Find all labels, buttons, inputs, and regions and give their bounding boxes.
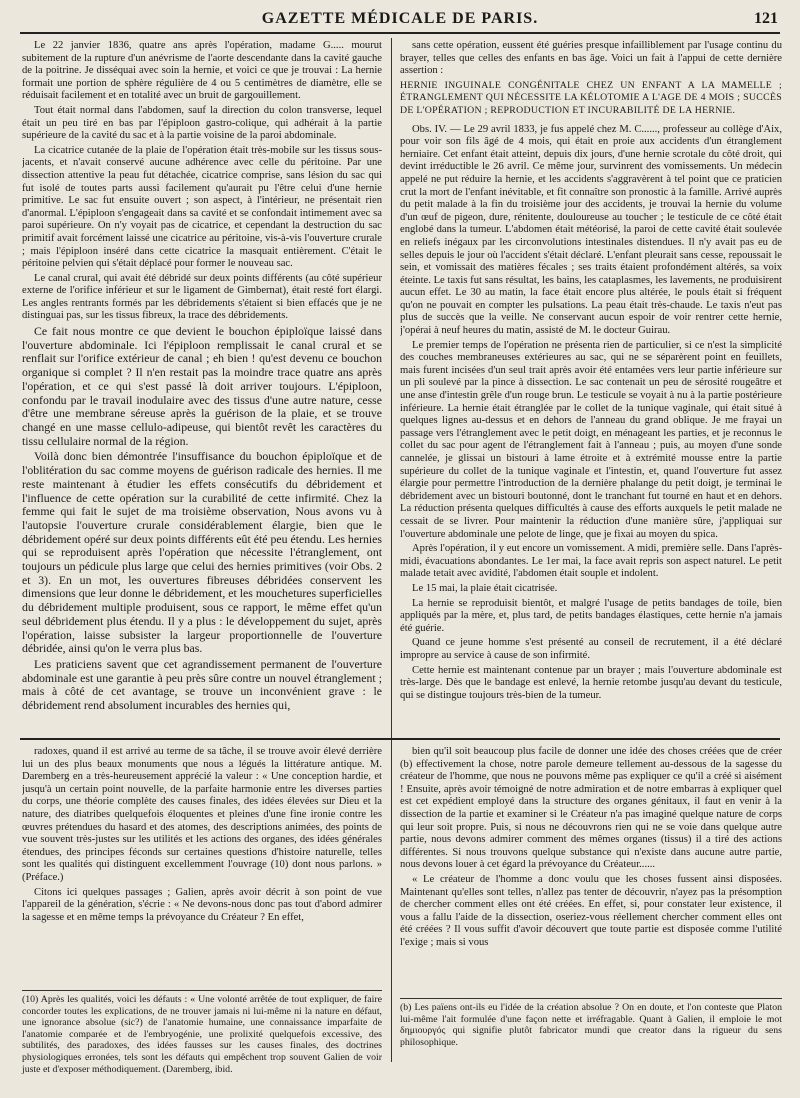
- paragraph: Obs. IV. — Le 29 avril 1833, je fus appelé chez M. C......, professeur au collège d'Aix, pour voir son fils âgé de 4 mois, qui était en proie aux accidents d'un étranglement herniaire. Cet enfant était atteint, depuis dix jours, d'une hernie scrotale du côté droit, qui devint irréductible le 26 avril. Ce même jour, survinrent des vomissements. Un médecin appelé ne put réduire la hernie, et les accidents s'aggravèrent à tel point que ce praticien crut la mort de l'enfant inévitable, et fit connaître son pronostic à la famille. Arrivé auprès du petit malade à la fin du troisième jour des accidents, je trouvai la hernie du volume d'un œuf de pigeon, dure, rénitente, douloureuse au toucher ; le testicule de ce côté était englobé dans la tumeur. L'abdomen était météorisé, la paroi de cette cavité était soulevée en reliefs inégaux par les circonvolutions intestinales distendues. Il n'y avait pas eu de selles depuis le jour où l'accident s'était déclaré. L'enfant pleurait sans cesse, repoussait le sein, et vomissait des matières fécales ; ses traits étaient profondément altérés, sa voix éteinte. Le taxis fut sans résultat, les bains, les cataplasmes, les lavements, ne produisirent aucun effet. Le 30 au matin, la face était encore plus altérée, le pouls était si fréquent qu'on ne pouvait en compter les pulsations. La peau était très-chaude. Le taxis n'eut pas plus de succès que la veille. Ne conservant aucun espoir de voir rentrer cette hernie, j'opérai à neuf heures du matin, assisté de M. le docteur Guirau.: [400, 123, 782, 337]
- footnote-rule: [400, 998, 782, 999]
- paragraph: Citons ici quelques passages ; Galien, après avoir décrit à son point de vue l'appareil de la génération, s'écrie : « Ne devons-nous donc pas tout d'abord admirer la sagesse et en même temps la prévoyance du Créateur ? En effet,: [22, 886, 382, 923]
- journal-title: GAZETTE MÉDICALE DE PARIS.: [261, 10, 539, 27]
- paragraph: Cette hernie est maintenant contenue par un brayer ; mais l'ouverture abdominale est très-large. Dès que le bandage est enlevé, la hernie retombe jusqu'au devant du testicule, qui se distingue toujours très-bien de la tumeur.: [400, 664, 782, 701]
- section-divider: [20, 738, 780, 740]
- paragraph: Ce fait nous montre ce que devient le bouchon épiploïque laissé dans l'ouverture abdominale. Ici l'épiploon remplissait le canal crural et se renflait sur l'orifice extérieur de canal ; eh bien ! qu'est devenu ce bouchon organique si complet ? Il n'en restait pas la moindre trace quatre ans après l'opération, et ce qui s'est passé là doit arriver toujours. L'épiploon, confondu par le travail inodulaire avec des tissus d'une autre nature, cesse d'être une membrane séreuse après la guérison de la plaie, et se trouve changé en une masse cellulo-adipeuse, qui bientôt revêt les caractères du tissu cellulaire normal de la région.: [22, 324, 382, 448]
- column-divider: [391, 38, 392, 1062]
- page-number: 121: [754, 10, 778, 27]
- paragraph: bien qu'il soit beaucoup plus facile de donner une idée des choses créées que de créer (b) effectivement la chose, notre parole demeure tellement au-dessous de la sagesse du créateur de l'homme, que nous ne pouvons même pas expliquer ce qu'il a créé si aisément ! Ensuite, après avoir témoigné de notre admiration et de notre embarras à expliquer quel est cet expédient employé dans la structure des organes génitaux, il faut en venir à la dissection de la partie et examiner si le Créateur n'a pas imaginé quelque nature de corps qui leur soit propre. Puis, si nous ne découvrons rien qui ne se voie dans quelque autre partie, nous devons admirer comment des mêmes organes (tissus) il a tiré des actions différentes. Si nous trouvons quelque substance qui n'existe dans aucune autre partie, nous devons louer à cet égard la prévoyance du Créateur......: [400, 746, 782, 871]
- masthead: [20, 6, 780, 34]
- footnote-rule: [22, 990, 382, 991]
- paragraph: « Le créateur de l'homme a donc voulu que les choses fussent ainsi disposées. Maintenant qu'elles sont telles, n'allez pas tenter de découvrir, n'ayez pas la présomption de chercher comment elles ont été créées. En effet, si, pour constater leur existence, il vous a fallu l'aide de la dissection, oseriez-vous réellement chercher comment elles ont été créées ? Il vous suffit d'avoir découvert que toute partie est disposée comme l'utilité l'exige ; mais si vous: [400, 873, 782, 948]
- paragraph: Quand ce jeune homme s'est présenté au conseil de recrutement, il a été déclaré impropre au service à cause de son infirmité.: [400, 637, 782, 661]
- upper-right-column: [400, 40, 782, 730]
- paragraph: Après l'opération, il y eut encore un vomissement. A midi, première selle. Dans l'après-midi, évacuations abondantes. Le 1er mai, la face avait repris son aspect naturel. Le petit malade tetait avec avidité, l'abdomen était souple et indolent.: [400, 543, 782, 580]
- paragraph: La cicatrice cutanée de la plaie de l'opération était très-mobile sur les tissus sous-jacents, et n'avait conservé aucune adhérence avec celle du péritoine. Par une dissection attentive la peau fut détachée, cicatrice comprise, sans lésion du sac qui fut isolé de toutes parts aussi facilement qu'aurait pu l'être celui d'une hernie primitive. Le sac fut ensuite ouvert ; son aspect, à l'intérieur, ne présentait rien d'anormal. L'épiploon s'engageait dans sa cavité et se confondait intimement avec sa paroi supérieure. On n'y voyait pas de cicatrice, et cependant la destruction du sac primitif avait forcément laissé une cicatrice au péritoine, vis-à-vis l'ouverture crurale ; mais l'épiploon inséré dans cette cicatrice la masquait entièrement. C'était le péritoine pelvien qui s'était déplacé pour former le nouveau sac.: [22, 144, 382, 270]
- paragraph: Le 15 mai, la plaie était cicatrisée.: [412, 582, 558, 594]
- paragraph: sans cette opération, eussent été guéries presque infailliblement par l'usage continu du brayer, telles que celles des enfants en bas âge. Voici un fait à l'appui de cette dernière assertion :: [400, 40, 782, 77]
- paragraph: Tout était normal dans l'abdomen, sauf la direction du colon transverse, lequel était un peu tiré en bas par l'épiploon gastro-colique, qui adhérait à la partie supérieure de la cavité du sac et à la partie voisine de la paroi abdominale.: [22, 104, 382, 142]
- paragraph: Le canal crural, qui avait été débridé sur deux points différents (au côté supérieur externe de l'orifice inférieur et sur le ligament de Gimbernat), était resté fort élargi. Les angles rentrants formés par les débridements s'étaient si bien effacés que je ne distinguai pas, sur les tissus fibreux, la trace des débridements.: [22, 272, 382, 322]
- footnote-10: (10) Après les qualités, voici les défauts : « Une volonté arrêtée de tout expliquer, de faire concorder toutes les explications, de ne trouver jamais ni lui-même ni la nature en défaut, une ignorance absolue (sic?) de l'anatomie humaine, une connaissance imparfaite de l'anatomie comparée et de l'embryogénie, une prolixité quelquefois excessive, des subtilités, des paradoxes, des idées fausses sur les causes finales, des doctrines physiologiques erronées, tels sont les défauts qui empêchent trop souvent Galien de voir juste et d'exposer méthodiquement. (Daremberg, ibid.: [22, 994, 382, 1075]
- observation-heading: HERNIE INGUINALE CONGÉNITALE CHEZ UN ENFANT A LA MAMELLE ; ÉTRANGLEMENT QUI NÉCESSITE LA KÉLOTOMIE A L'AGE DE 4 MOIS ; SUCCÈS DE L'OPÉRATION ; REPRODUCTION ET INCURABILITÉ DE LA HERNIE.: [400, 79, 782, 116]
- paragraph: radoxes, quand il est arrivé au terme de sa tâche, il se trouve avoir élevé derrière lui un des plus beaux monuments que nous a légués la littérature antique. M. Daremberg en a très-heureusement apprécié la valeur : « Une conception hardie, et jusqu'à un certain point nouvelle, de la parfaite harmonie entre les diverses parties du corps, une théorie complète des causes finales, des idées élevées sur Dieu et la nature, des diatribes quelquefois éloquentes et pleines d'une fine ironie contre les œuvres prétendues du hasard et des atomes, des descriptions animées, des points de vue souvent très-justes sur les utilités et les actions des organes, des idées générales étendues, des principes féconds sur certaines questions d'histoire naturelle, telles sont les qualités qui distinguent excellemment l'ouvrage (10) dont nous parlons. » (Préface.): [22, 746, 382, 883]
- paragraph: La hernie se reproduisit bientôt, et malgré l'usage de petits bandages de toile, bien appliqués par la mère, et, plus tard, de petits bandages élastiques, cette hernie n'a jamais été guérie.: [400, 597, 782, 634]
- lower-left-column: [22, 746, 382, 986]
- paragraph: Les praticiens savent que cet agrandissement permanent de l'ouverture abdominale est une garantie à peu près sûre contre un nouvel étranglement ; mais à côté de cet avantage, se trouve un inconvénient grave : le débridement rend absolument incurables des hernies qui,: [22, 656, 382, 713]
- lower-right-column: [400, 746, 782, 996]
- footnote-b: (b) Les païens ont-ils eu l'idée de la création absolue ? On en doute, et l'on conteste que Platon lui-même l'ait formulée d'une façon nette et irréfragable. Quant à Galien, il emploie le mot δημιουργός qui signifie plutôt fabricator mundi que creator dans la rigueur du sens philosophique.: [400, 1002, 782, 1048]
- paragraph: Voilà donc bien démontrée l'insuffisance du bouchon épiploïque et de l'oblitération du sac comme moyens de guérison radicale des hernies. Il me reste maintenant à étudier les effets consécutifs du débridement et l'influence de cette opération sur la curabilité de cette infirmité. Chez la femme qui fait le sujet de ma troisième observation, Nous avons vu à l'autopsie l'ouverture crurale considérablement élargie, bien que le débridement opéré sur deux points différents eût été peu étendu. Les hernies qui se reproduisent après l'opération que nécessite l'étranglement, ont toujours un pédicule plus large que celui des hernies primitives (voir Obs. 2 et 3). En un mot, les ouvertures fibreuses débridées conservent les dimensions que leur donne le débridement, et les mouchetures superficielles du débridement multiple produisent, sous ce rapport, le même effet qu'un seul débridement plus étendu. Il y a plus : le développement du sujet, après l'opération, laisse subsister la largeur proportionnelle de l'ouverture débridée, ainsi qu'on le verra plus bas.: [22, 449, 382, 656]
- paragraph: Le 22 janvier 1836, quatre ans après l'opération, madame G..... mourut subitement de la rupture d'un anévrisme de l'aorte descendante dans la cavité gauche de la poitrine. Je disséquai avec soin la hernie, et voici ce que je trouvai : La hernie formait une portion de sphère régulière de 4 ou 5 centimètres de diamètre, elle se réduisait facilement et en totalité avec un bruit de gargouillement.: [22, 40, 382, 102]
- paragraph: Le premier temps de l'opération ne présenta rien de particulier, si ce n'est la simplicité des couches membraneuses extérieures au sac, qui ne se séparèrent point en feuillets, mais furent incisées d'un seul trait après avoir été entamées vers leur partie inférieure sur un pli soulevé par la pince à dissection. Le sac contenait un peu de sérosité rougeâtre et une anse d'intestin grêle d'un rouge brun. Le testicule se voyait à nu à la partie postérieure inférieure. La hernie était étranglée par le collet de la tunique vaginale, qui était situé à quelques lignes au-dessus et en dehors de l'anneau du grand oblique. Je me frayai un passage vers l'étranglement avec le petit doigt, en ménageant les parties, et je reconnus le collet du sac pour agent de l'étranglement fait à l'anneau ; puis, au moyen d'une sonde cannelée, je glissai un bistouri à lame étroite et à extrémité mousse entre la partie supérieure du collet de la tunique vaginale et l'intestin, et, quand l'ouverture fut assez élargie pour permettre l'introduction de la dernière phalange du petit doigt, je terminai le débridement avec un bistouri boutonné, dont le tranchant fut tourné en haut et en dehors. La réduction présenta quelques difficultés à cause des efforts auxquels le petit malade ne cessait de se livrer. Pour maintenir la réduction d'une manière sûre, j'appliquai sur l'ouverture abdominale une pelote de linge, que je fixai au moyen du spica.: [400, 339, 782, 540]
- upper-left-column: [22, 40, 382, 730]
